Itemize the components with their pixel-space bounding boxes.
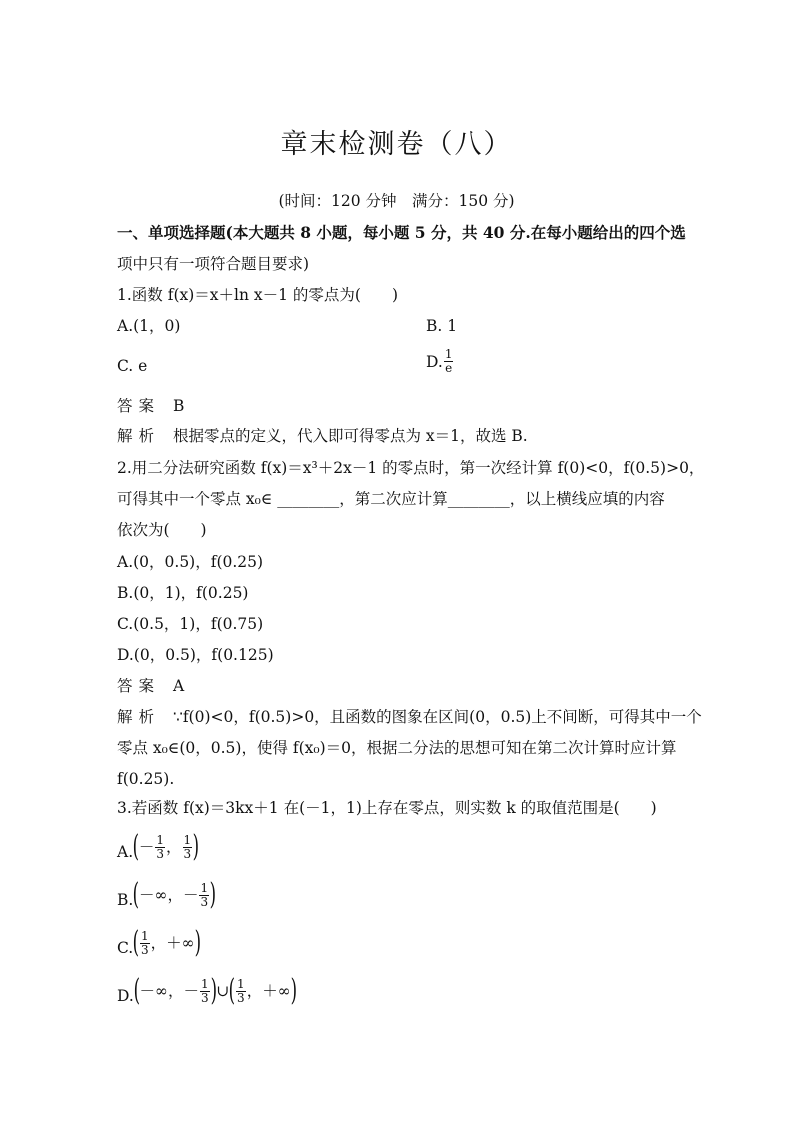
- question-2-stem-line3: 依次为( ): [117, 521, 207, 539]
- q2-analysis-line3: f(0.25).: [117, 770, 175, 788]
- fraction-one-third: [236, 978, 246, 1005]
- fraction-denominator: 3: [200, 894, 209, 909]
- right-bracket: ): [194, 925, 201, 960]
- right-bracket: ): [210, 973, 217, 1008]
- analysis-text: 根据零点的定义，代入即可得零点为 x＝1，故选 B.: [172, 427, 528, 445]
- fraction-denominator: 3: [156, 846, 164, 861]
- left-bracket: (: [132, 925, 140, 960]
- q2-option-b: B.(0，1)，f(0.25): [117, 584, 249, 602]
- question-3-stem: 3.若函数 f(x)＝3kx＋1 在(－1，1)上存在零点，则实数 k 的取值范围是( ): [117, 799, 657, 817]
- q2-analysis: [117, 707, 702, 727]
- q2-option-a: A.(0，0.5)，f(0.25): [117, 553, 264, 571]
- answer-label: 答案: [117, 397, 161, 415]
- q1-option-b: B. 1: [426, 317, 458, 335]
- left-bracket: (: [132, 829, 140, 864]
- analysis-label: 解析: [117, 708, 161, 726]
- right-bracket: ): [209, 877, 217, 912]
- question-1-stem: 1.函数 f(x)＝x＋ln x－1 的零点为( ): [117, 286, 399, 304]
- comma: ，: [246, 982, 263, 1000]
- left-bracket: (: [132, 877, 140, 912]
- minus-sign: －: [138, 838, 155, 856]
- left-bracket: (: [228, 973, 236, 1008]
- right-bracket: ): [192, 829, 200, 864]
- positive-infinity: ＋∞: [262, 982, 291, 1000]
- q2-analysis-line2: 零点 x₀∈(0，0.5)，使得 f(x₀)＝0，根据二分法的思想可知在第二次计算时应计算: [117, 739, 677, 757]
- union-symbol: ∪: [216, 982, 230, 1000]
- left-bracket: (: [133, 973, 140, 1008]
- fraction-denominator: 3: [140, 942, 149, 957]
- answer-label: 答案: [117, 677, 161, 695]
- negative-infinity: －∞，: [139, 886, 183, 904]
- fraction-numerator: 1: [237, 976, 245, 991]
- answer-value: B: [172, 397, 185, 415]
- option-letter: D.: [117, 987, 134, 1005]
- q1-option-c: C. e: [117, 357, 148, 375]
- page-title: 章末检测卷（八）: [280, 129, 513, 160]
- fraction-one-third: [200, 978, 210, 1005]
- section-heading-cont: 项中只有一项符合题目要求): [117, 255, 310, 273]
- comma: ，: [166, 838, 182, 856]
- minus-sign: －: [183, 982, 199, 1000]
- option-letter: A.: [117, 843, 134, 861]
- q1-option-d-prefix: D.: [426, 352, 443, 371]
- fraction-numerator: 1: [140, 928, 149, 943]
- option-letter: C.: [117, 939, 134, 957]
- fraction-denominator: e: [445, 361, 453, 375]
- analysis-label: 解析: [117, 427, 161, 445]
- q3-option-b: [117, 877, 217, 912]
- fraction-numerator: 1: [156, 832, 164, 847]
- fraction-denominator: 3: [237, 990, 245, 1005]
- minus-sign: －: [182, 886, 199, 904]
- q1-answer: [117, 396, 184, 416]
- fraction-one-third: [155, 834, 165, 861]
- question-2-stem-line2: 可得其中一个零点 x₀∈ ________，第二次应计算________，以上横线应填的内容: [117, 490, 665, 508]
- fraction-denominator: 3: [183, 846, 192, 861]
- positive-infinity: ＋∞: [166, 934, 195, 952]
- q2-answer: [117, 676, 184, 696]
- fraction-numerator: 1: [444, 347, 453, 361]
- q3-option-a: [117, 829, 200, 864]
- q1-option-d-fraction: [444, 348, 454, 375]
- fraction-denominator: 3: [200, 990, 209, 1005]
- negative-infinity: －∞，: [139, 982, 184, 1000]
- q1-option-a: A.(1，0): [117, 317, 181, 335]
- q2-option-d: D.(0，0.5)，f(0.125): [117, 646, 274, 664]
- option-letter: B.: [117, 891, 134, 909]
- q2-option-c: C.(0.5，1)，f(0.75): [117, 615, 264, 633]
- fraction-one-third: [140, 930, 150, 957]
- answer-value: A: [172, 677, 185, 695]
- fraction-numerator: 1: [200, 976, 209, 991]
- q3-option-d: [117, 973, 297, 1008]
- analysis-text: ∵f(0)<0，f(0.5)>0，且函数的图象在区间(0，0.5)上不间断，可得其中一个: [172, 708, 702, 726]
- comma: ，: [150, 934, 167, 952]
- q1-analysis: [117, 426, 528, 446]
- q3-option-c: [117, 925, 201, 960]
- fraction-numerator: 1: [183, 832, 192, 847]
- fraction-one-third: [199, 882, 209, 909]
- question-2-stem: 2.用二分法研究函数 f(x)＝x³＋2x－1 的零点时，第一次经计算 f(0)<0，f(0.5)>0，: [117, 459, 705, 477]
- fraction-numerator: 1: [200, 880, 209, 895]
- exam-info: (时间：120 分钟 满分：150 分): [278, 192, 515, 210]
- right-bracket: ): [290, 973, 297, 1008]
- fraction-one-third: [183, 834, 193, 861]
- section-heading: 一、单项选择题(本大题共 8 小题，每小题 5 分，共 40 分.在每小题给出的四个选: [117, 223, 686, 242]
- q1-option-d: [426, 348, 454, 375]
